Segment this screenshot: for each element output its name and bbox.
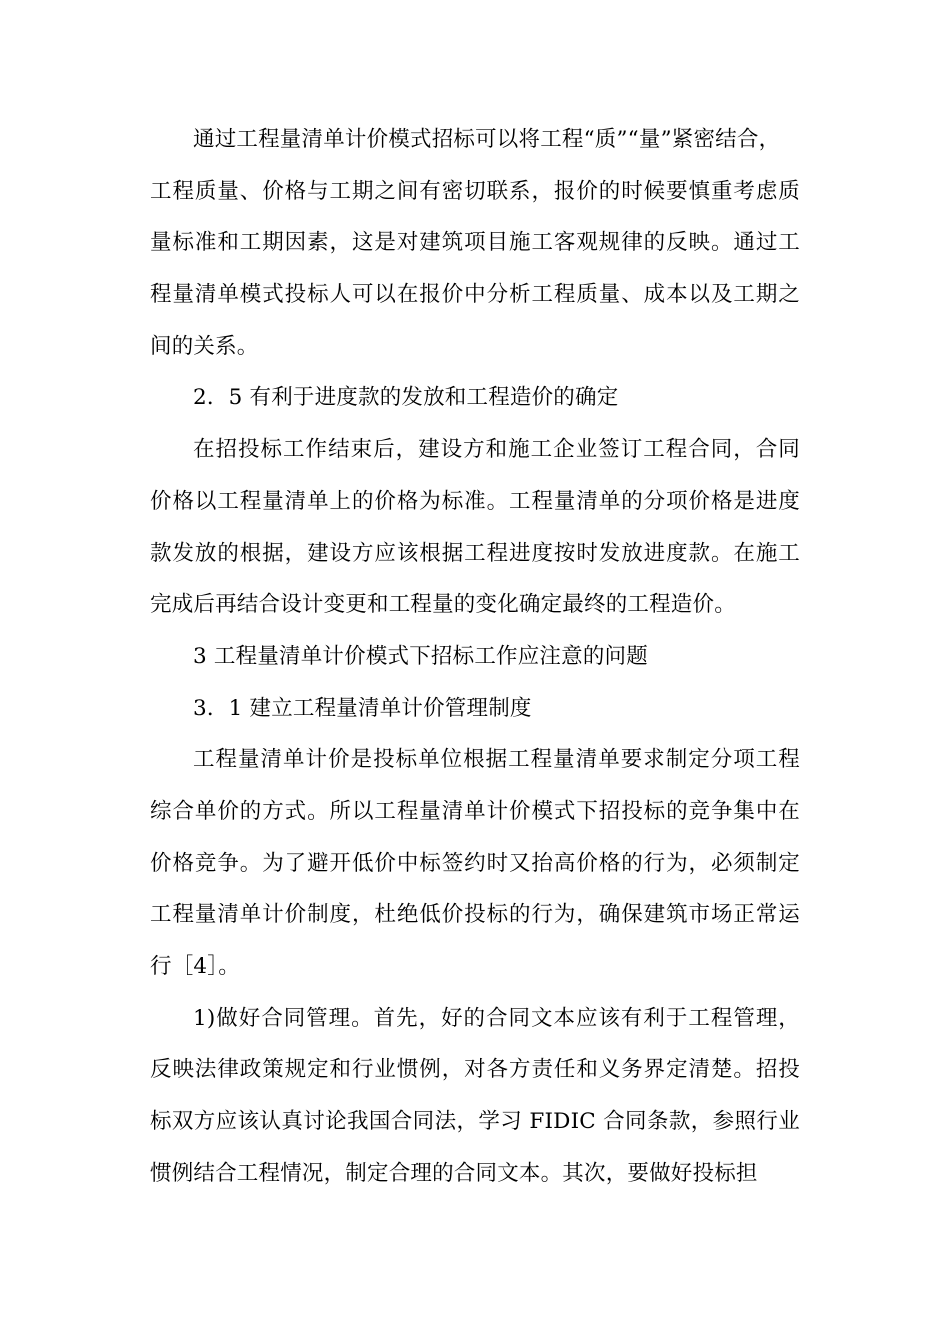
paragraph-line: 综合单价的方式。所以工程量清单计价模式下招投标的竞争集中在 (150, 798, 800, 824)
paragraph-line: 惯例结合工程情况，制定合理的合同文本。其次，要做好投标担 (150, 1160, 758, 1186)
subsection-heading: 3．1 建立工程量清单计价管理制度 (193, 695, 532, 721)
paragraph-line: 款发放的根据，建设方应该根据工程进度按时发放进度款。在施工 (150, 540, 800, 566)
paragraph-line: 价格以工程量清单上的价格为标准。工程量清单的分项价格是进度 (150, 488, 800, 514)
paragraph-line: 1)做好合同管理。首先，好的合同文本应该有利于工程管理， (193, 1005, 800, 1031)
section-heading: 3 工程量清单计价模式下招标工作应注意的问题 (193, 643, 648, 669)
paragraph-line: 在招投标工作结束后，建设方和施工企业签订工程合同，合同 (193, 437, 800, 463)
paragraph-line: 工程质量、价格与工期之间有密切联系，报价的时候要慎重考虑质 (150, 178, 800, 204)
paragraph-line: 程量清单模式投标人可以在报价中分析工程质量、成本以及工期之 (150, 282, 800, 308)
paragraph-line: 量标准和工期因素，这是对建筑项目施工客观规律的反映。通过工 (150, 230, 800, 256)
paragraph-line: 反映法律政策规定和行业惯例，对各方责任和义务界定清楚。招投 (150, 1057, 800, 1083)
document-body (150, 114, 800, 1199)
paragraph-line: 工程量清单计价制度，杜绝低价投标的行为，确保建筑市场正常运 (150, 902, 800, 928)
paragraph-line: 标双方应该认真讨论我国合同法，学习 FIDIC 合同条款，参照行业 (150, 1109, 800, 1135)
paragraph-line: 间的关系。 (150, 333, 259, 359)
paragraph-line: 完成后再结合设计变更和工程量的变化确定最终的工程造价。 (150, 592, 736, 618)
section-heading: 2．5 有利于进度款的发放和工程造价的确定 (193, 385, 619, 411)
paragraph-line: 通过工程量清单计价模式招标可以将工程“质”“量”紧密结合， (193, 127, 781, 152)
paragraph-line: 工程量清单计价是投标单位根据工程量清单要求制定分项工程 (193, 747, 800, 773)
paragraph-line: 行［4］。 (150, 954, 240, 979)
paragraph-line: 价格竞争。为了避开低价中标签约时又抬高价格的行为，必须制定 (150, 850, 800, 876)
